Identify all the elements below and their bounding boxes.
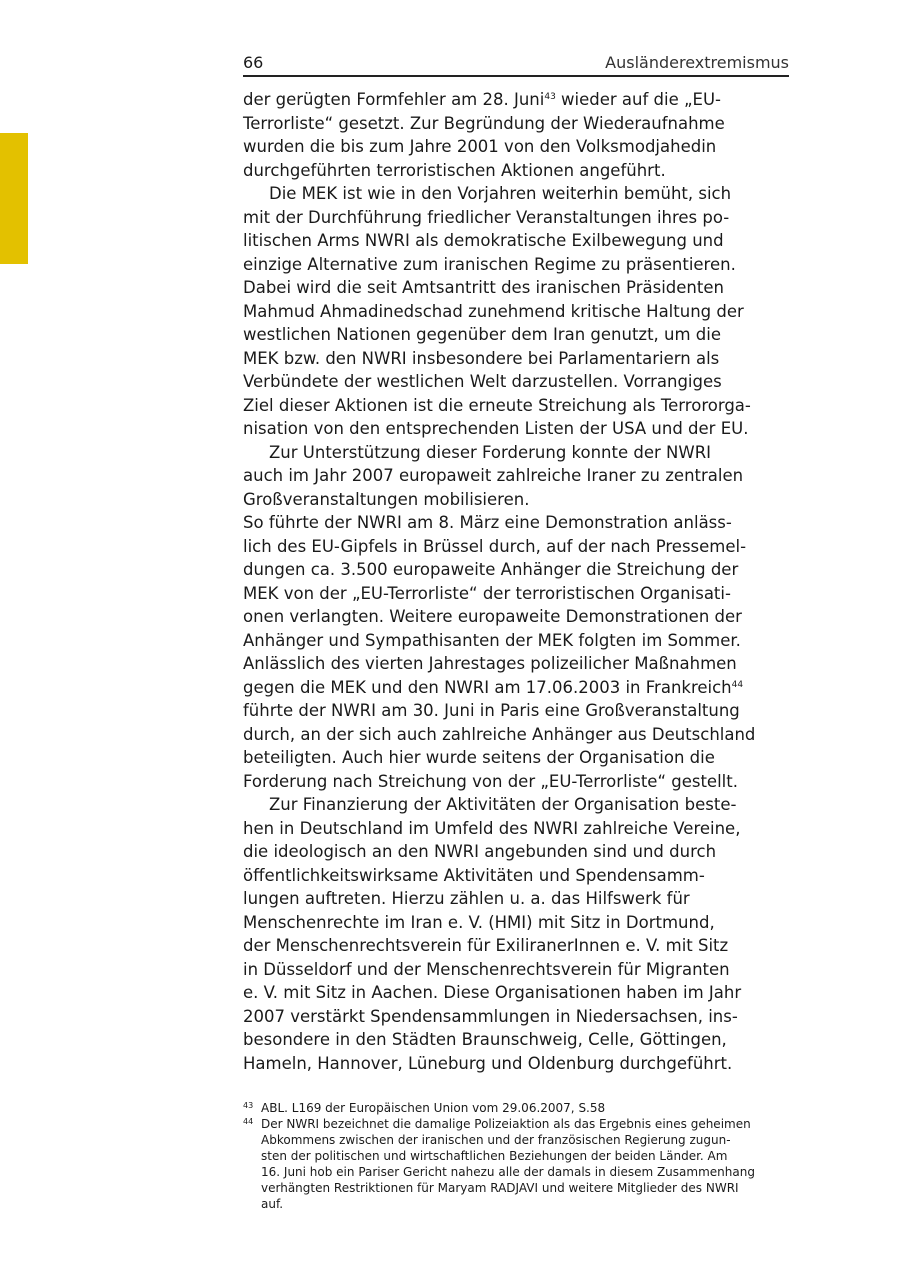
text-line: Verbündete der westlichen Welt darzustellen. Vorrangiges bbox=[243, 372, 722, 391]
footnote bbox=[243, 1116, 789, 1212]
text-line: nisation von den entsprechenden Listen der USA und der EU. bbox=[243, 419, 749, 438]
text-line: Mahmud Ahmadinedschad zunehmend kritische Haltung der bbox=[243, 301, 744, 321]
footnote bbox=[243, 1100, 789, 1116]
text-line: die ideologisch an den NWRI angebunden sind und durch bbox=[243, 842, 717, 861]
body-text bbox=[243, 88, 789, 1075]
page-header bbox=[243, 53, 789, 77]
text-line: lungen auftreten. Hierzu zählen u. a. das Hilfswerk für bbox=[243, 889, 690, 908]
running-title: Ausländerextremismus bbox=[605, 53, 789, 72]
text-line: auch im Jahr 2007 europaweit zahlreiche Iraner zu zentralen bbox=[243, 466, 744, 485]
text-line: Forderung nach Streichung von der „EU-Terrorliste“ gestellt. bbox=[243, 771, 738, 791]
text-line: litischen Arms NWRI als demokratische Exilbewegung und bbox=[243, 231, 724, 250]
text-line: e. V. mit Sitz in Aachen. Diese Organisationen haben im Jahr bbox=[243, 983, 742, 1002]
text-line: einzige Alternative zum iranischen Regime zu präsentieren. bbox=[243, 254, 736, 274]
text-line: Menschenrechte im Iran e. V. (HMI) mit Sitz in Dortmund, bbox=[243, 912, 715, 932]
footnote-text-line: verhängten Restriktionen für Maryam RADJAVI und weitere Mitglieder des NWRI bbox=[261, 1181, 739, 1195]
text-line: Hameln, Hannover, Lüneburg und Oldenburg durchgeführt. bbox=[243, 1053, 733, 1073]
text-line: besondere in den Städten Braunschweig, Celle, Göttingen, bbox=[243, 1030, 727, 1049]
paragraph bbox=[243, 88, 789, 182]
text-line: mit der Durchführung friedlicher Veranstaltungen ihres po- bbox=[243, 207, 730, 227]
paragraph bbox=[243, 793, 789, 1075]
text-line: der Menschenrechtsverein für ExiliranerInnen e. V. mit Sitz bbox=[243, 936, 729, 955]
text-line bbox=[243, 88, 789, 112]
footnote-number: 44 bbox=[243, 1117, 254, 1126]
text-line: öffentlichkeitswirksame Aktivitäten und Spendensamm- bbox=[243, 865, 705, 885]
text-line: Anlässlich des vierten Jahrestages polizeilicher Maßnahmen bbox=[243, 654, 737, 673]
footnote-text-line: Der NWRI bezeichnet die damalige Polizeiaktion als das Ergebnis eines geheimen bbox=[261, 1117, 751, 1131]
page-number: 66 bbox=[243, 53, 264, 72]
text-line: Terrorliste“ gesetzt. Zur Begründung der Wiederaufnahme bbox=[243, 113, 725, 133]
text-line: westlichen Nationen gegenüber dem Iran genutzt, um die bbox=[243, 325, 722, 344]
text-line: lich des EU-Gipfels in Brüssel durch, auf der nach Pressemel- bbox=[243, 536, 747, 556]
text-line: durchgeführten terroristischen Aktionen angeführt. bbox=[243, 160, 666, 180]
footnote-text-line: 16. Juni hob ein Pariser Gericht nahezu alle der damals in diesem Zusammenhang bbox=[261, 1165, 755, 1179]
text-line: MEK bzw. den NWRI insbesondere bei Parlamentariern als bbox=[243, 348, 720, 368]
text-line: Die MEK ist wie in den Vorjahren weiterhin bemüht, sich bbox=[269, 184, 732, 203]
paragraph bbox=[243, 182, 789, 441]
text-line: onen verlangten. Weitere europaweite Demonstrationen der bbox=[243, 607, 742, 626]
text-line: So führte der NWRI am 8. März eine Demonstration anläss- bbox=[243, 513, 732, 532]
footnotes bbox=[243, 1100, 789, 1212]
footnote-text-line: Abkommens zwischen der iranischen und der französischen Regierung zugun- bbox=[261, 1133, 731, 1147]
text-line: beteiligten. Auch hier wurde seitens der Organisation die bbox=[243, 748, 715, 767]
footnote-text-line: sten der politischen und wirtschaftlichen Beziehungen der beiden Länder. Am bbox=[261, 1149, 728, 1163]
text-line: Dabei wird die seit Amtsantritt des iranischen Präsidenten bbox=[243, 278, 724, 297]
text-line: Ziel dieser Aktionen ist die erneute Streichung als Terrororga- bbox=[243, 395, 751, 415]
text-line: wurden die bis zum Jahre 2001 von den Volksmodjahedin bbox=[243, 137, 717, 156]
text-line: führte der NWRI am 30. Juni in Paris eine Großveranstaltung bbox=[243, 701, 740, 720]
text-line: 2007 verstärkt Spendensammlungen in Niedersachsen, ins- bbox=[243, 1006, 738, 1026]
text-line: Anhänger und Sympathisanten der MEK folgten im Sommer. bbox=[243, 630, 741, 650]
footnote-reference[interactable]: 44 bbox=[731, 679, 744, 690]
footnote-number: 43 bbox=[243, 1101, 254, 1110]
footnote-text-line: auf. bbox=[261, 1197, 284, 1211]
text-segment: gegen die MEK und den NWRI am 17.06.2003 in Frankreich bbox=[243, 677, 732, 697]
text-segment: der gerügten Formfehler am 28. Juni bbox=[243, 90, 545, 109]
text-line: Zur Finanzierung der Aktivitäten der Organisation beste- bbox=[269, 795, 737, 814]
text-line: hen in Deutschland im Umfeld des NWRI zahlreiche Vereine, bbox=[243, 818, 741, 838]
text-line: MEK von der „EU-Terrorliste“ der terroristischen Organisati- bbox=[243, 583, 731, 603]
text-segment: wieder auf die „EU- bbox=[555, 90, 722, 109]
text-line: dungen ca. 3.500 europaweite Anhänger die Streichung der bbox=[243, 560, 739, 579]
footnote-text-line: ABL. L169 der Europäischen Union vom 29.06.2007, S.58 bbox=[261, 1101, 606, 1115]
text-line: Zur Unterstützung dieser Forderung konnte der NWRI bbox=[269, 442, 712, 462]
text-line: durch, an der sich auch zahlreiche Anhänger aus Deutschland bbox=[243, 724, 756, 744]
footnote-reference[interactable]: 43 bbox=[544, 92, 556, 102]
text-line: in Düsseldorf und der Menschenrechtsverein für Migranten bbox=[243, 959, 730, 979]
chapter-tab-marker bbox=[0, 133, 28, 264]
text-line bbox=[243, 676, 789, 700]
paragraph bbox=[243, 511, 789, 793]
text-line: Großveranstaltungen mobilisieren. bbox=[243, 489, 530, 509]
paragraph bbox=[243, 441, 789, 512]
